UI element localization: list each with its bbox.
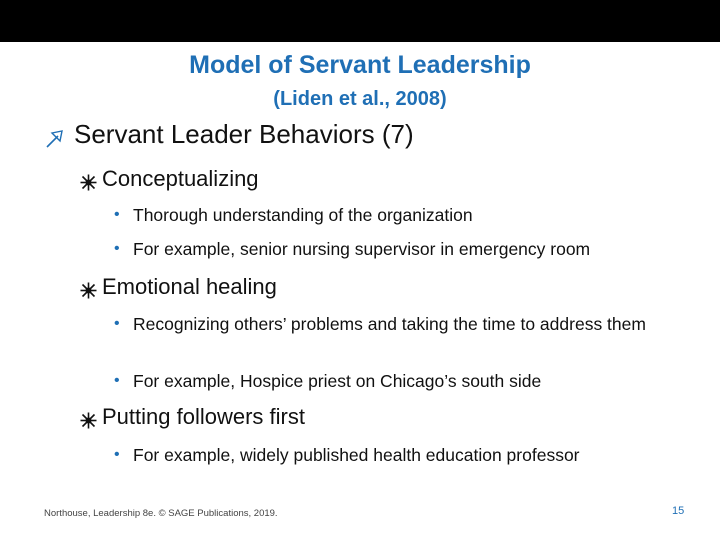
- subitem-text: For example, senior nursing supervisor in emergency room: [133, 239, 591, 259]
- heading-text: Servant Leader Behaviors (7): [74, 119, 414, 149]
- footer-citation: Northouse, Leadership 8e. © SAGE Publications, 2019.: [44, 508, 278, 519]
- subitem-text: Thorough understanding of the organization: [133, 205, 473, 225]
- sunburst-icon: [80, 409, 97, 426]
- pointer-arrow-icon: [44, 126, 66, 148]
- bullet-dot: •: [114, 372, 120, 389]
- slide-title: Model of Servant Leadership: [189, 51, 531, 79]
- top-bar: [0, 0, 720, 42]
- page-number: 15: [672, 505, 685, 517]
- subitem-text: For example, widely published health education professor: [133, 445, 580, 465]
- bullet-dot: •: [114, 240, 120, 257]
- item-label: Emotional healing: [102, 274, 277, 299]
- subitem-text: For example, Hospice priest on Chicago’s south side: [133, 371, 542, 391]
- sunburst-icon: [80, 171, 97, 188]
- item-label: Putting followers first: [102, 404, 305, 429]
- sunburst-icon: [80, 279, 97, 296]
- item-label: Conceptualizing: [102, 166, 259, 191]
- bullet-dot: •: [114, 446, 120, 463]
- bullet-dot: •: [114, 206, 120, 223]
- subitem-text: Recognizing others’ problems and taking the time to address them: [133, 314, 646, 334]
- slide-subtitle: (Liden et al., 2008): [273, 88, 447, 110]
- bullet-dot: •: [114, 315, 120, 332]
